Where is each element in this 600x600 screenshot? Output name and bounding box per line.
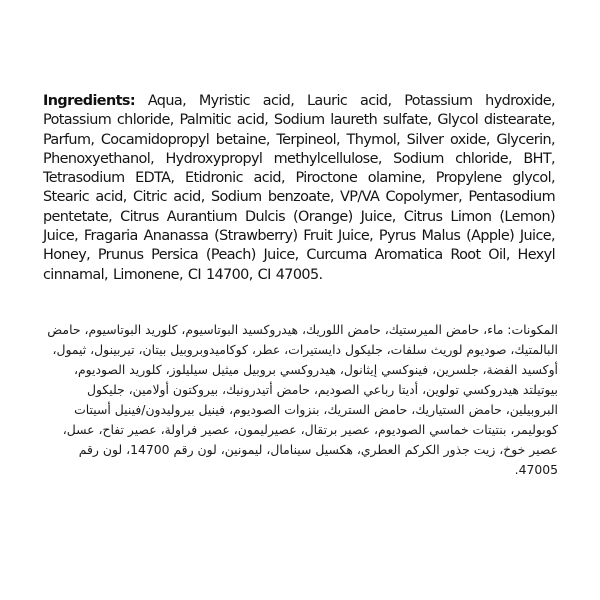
ingredients-english <box>43 92 555 285</box>
ingredients-list-english: Aqua, Myristic acid, Lauric acid, Potassium hydroxide, Potassium chloride, Palmitic acid, Sodium laureth sulfate, Glycol distearate, Parfum, Cocamidopropyl betaine, Terpineol, Thymol, Silver oxide, Glycerin, Phenoxyethanol, Hydroxypropyl methylcellulose, Sodium chloride, BHT, Tetrasodium EDTA, Etidronic acid, Piroctone olamine, Propylene glycol, Stearic acid, Citric acid, Sodium benzoate, VP/VA Copolymer, Pentasodium pentetate, Citrus Aurantium Dulcis (Orange) Juice, Citrus Limon (Lemon) Juice, Fragaria Ananassa (Strawberry) Fruit Juice, Pyrus Malus (Apple) Juice, Honey, Prunus Persica (Peach) Juice, Curcuma Aromatica Root Oil, Hexyl cinnamal, Limonene, CI 14700, CI 47005. <box>43 93 555 283</box>
ingredients-arabic: المكونات: ماء، حامض الميرستيك، حامض اللوريك، هيدروكسيد البوتاسيوم، كلوريد البوتاسيوم، حامض البالمتيك، صوديوم لوريث سلفات، جليكول دايستيرات، عطر، كوكاميدوبروبيل بيتان، تيربينول، ثيمول، أوكسيد الفضة، جلسرين، فينوكسي إيثانول، هيدروكسي بروبيل ميثيل سيليلوز، كلوريد الصوديوم، بيوتيلتد هيدروكسي تولوين، أديتا رباعي الصوديم، حامض أتيدرونيك، بيروكتون أولامين، جليكول البروبيلين، حامض الستياريك، حامض الستريك، بنزوات الصوديوم، فينيل بيروليدون/فينيل أسيتات كوبوليمر، بنتيتات خماسي الصوديوم، عصير برتقال، عصيرليمون، عصير فراولة، عصير تفاح، عسل، عصير خوخ، زيت جذور الكركم العطري، هكسيل سينامال، ليمونين، لون رقم 14700، لون رقم 47005. <box>47 322 558 477</box>
ingredients-heading: Ingredients: <box>43 93 135 109</box>
